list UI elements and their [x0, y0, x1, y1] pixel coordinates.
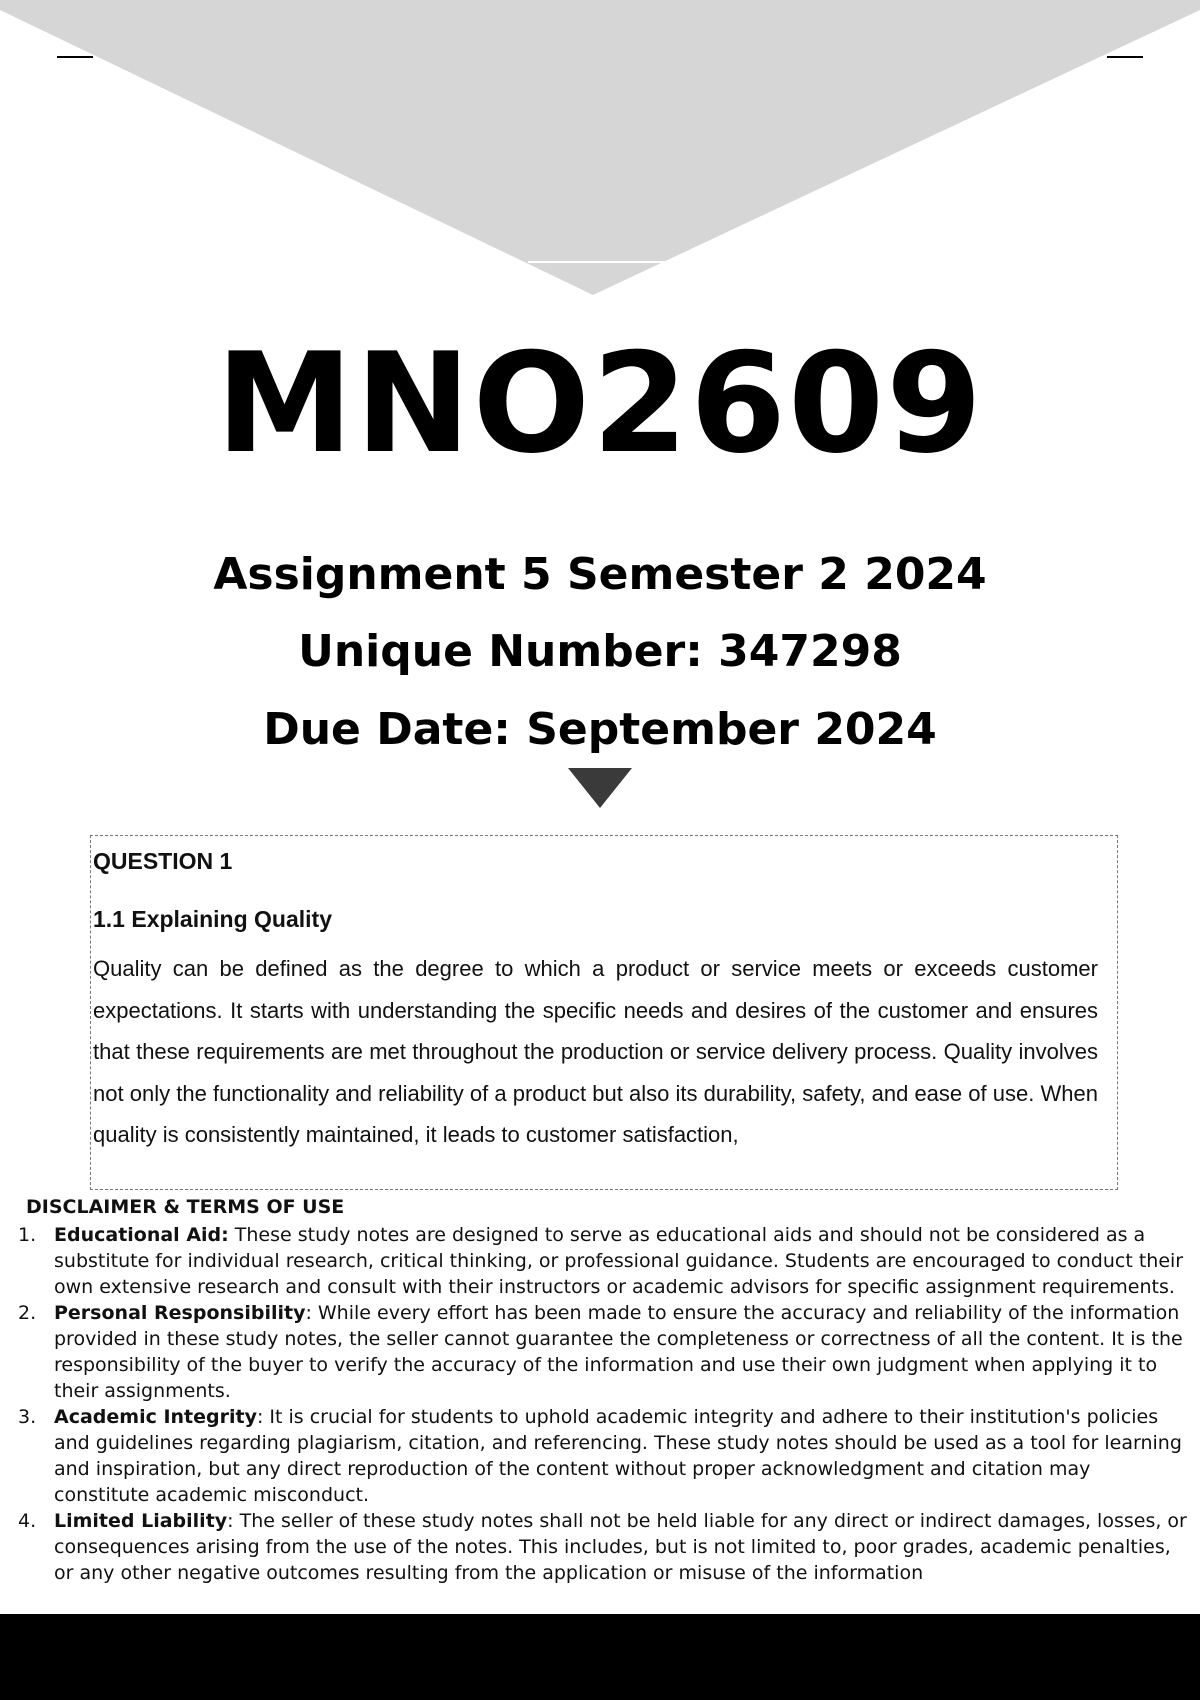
disclaimer-item-text: These study notes are designed to serve as educational aids and should not be considered as a substitute for individual research, critical thinking, or professional guidance. Students are encouraged to conduct their own extensive research and consult with their instructors or academic advisors for specific assignment requirements. [54, 1224, 1184, 1298]
question-heading: QUESTION 1 [93, 848, 233, 874]
down-arrow-icon [568, 768, 632, 808]
disclaimer-item-label: Educational Aid: [54, 1224, 229, 1246]
disclaimer-title: DISCLAIMER & TERMS OF USE [26, 1196, 345, 1218]
corner-line-left [57, 56, 93, 58]
disclaimer-item [0, 1222, 1200, 1300]
disclaimer-item-number: 3. [18, 1406, 37, 1428]
disclaimer-item [0, 1508, 1200, 1586]
disclaimer-section [0, 1193, 1200, 1613]
disclaimer-item-text: : The seller of these study notes shall not be held liable for any direct or indirect damages, losses, or consequences arising from the use of the notes. This includes, but is not limited to, poor grades, academic penalties, or any other negative outcomes resulting from the application or misuse of the information [54, 1510, 1187, 1584]
disclaimer-item-label: Limited Liability [54, 1510, 228, 1532]
disclaimer-item-number: 4. [18, 1510, 37, 1532]
corner-line-right [1107, 56, 1143, 58]
disclaimer-item-label: Academic Integrity [54, 1406, 257, 1428]
course-code-title: MNO2609 [215, 323, 985, 484]
assignment-line: Assignment 5 Semester 2 2024 [213, 549, 987, 600]
disclaimer-item-number: 2. [18, 1302, 37, 1324]
disclaimer-item [0, 1300, 1200, 1404]
disclaimer-item-text: : It is crucial for students to uphold academic integrity and adhere to their institution's policies and guidelines regarding plagiarism, citation, and referencing. These study notes should be used as a tool for learning and inspiration, but any direct reproduction of the content without proper acknowledgment and citation may constitute academic misconduct. [54, 1406, 1182, 1506]
bottom-black-bar [0, 1614, 1200, 1700]
question-preview-box [90, 835, 1118, 1190]
question-body: Quality can be defined as the degree to which a product or service meets or exceeds customer expectations. It starts with understanding the specific needs and desires of the customer and ensures that these requirements are met throughout the production or service delivery process. Quality involves not only the functionality and reliability of a product but also its durability, safety, and ease of use. When quality is consistently maintained, it leads to customer satisfaction, [93, 956, 1098, 1147]
disclaimer-list [0, 1222, 1200, 1586]
question-subheading: 1.1 Explaining Quality [93, 906, 333, 932]
header-banner-shape [0, 0, 1200, 300]
disclaimer-item-text: : While every effort has been made to ensure the accuracy and reliability of the information provided in these study notes, the seller cannot guarantee the completeness or correctness of all the content. It is the responsibility of the buyer to verify the accuracy of the information and use their own judgment when applying it to their assignments. [54, 1302, 1183, 1402]
disclaimer-item [0, 1404, 1200, 1508]
disclaimer-item-number: 1. [18, 1224, 37, 1246]
disclaimer-item-label: Personal Responsibility [54, 1302, 306, 1324]
unique-number-line: Unique Number: 347298 [298, 626, 902, 677]
due-date-line: Due Date: September 2024 [263, 704, 937, 755]
